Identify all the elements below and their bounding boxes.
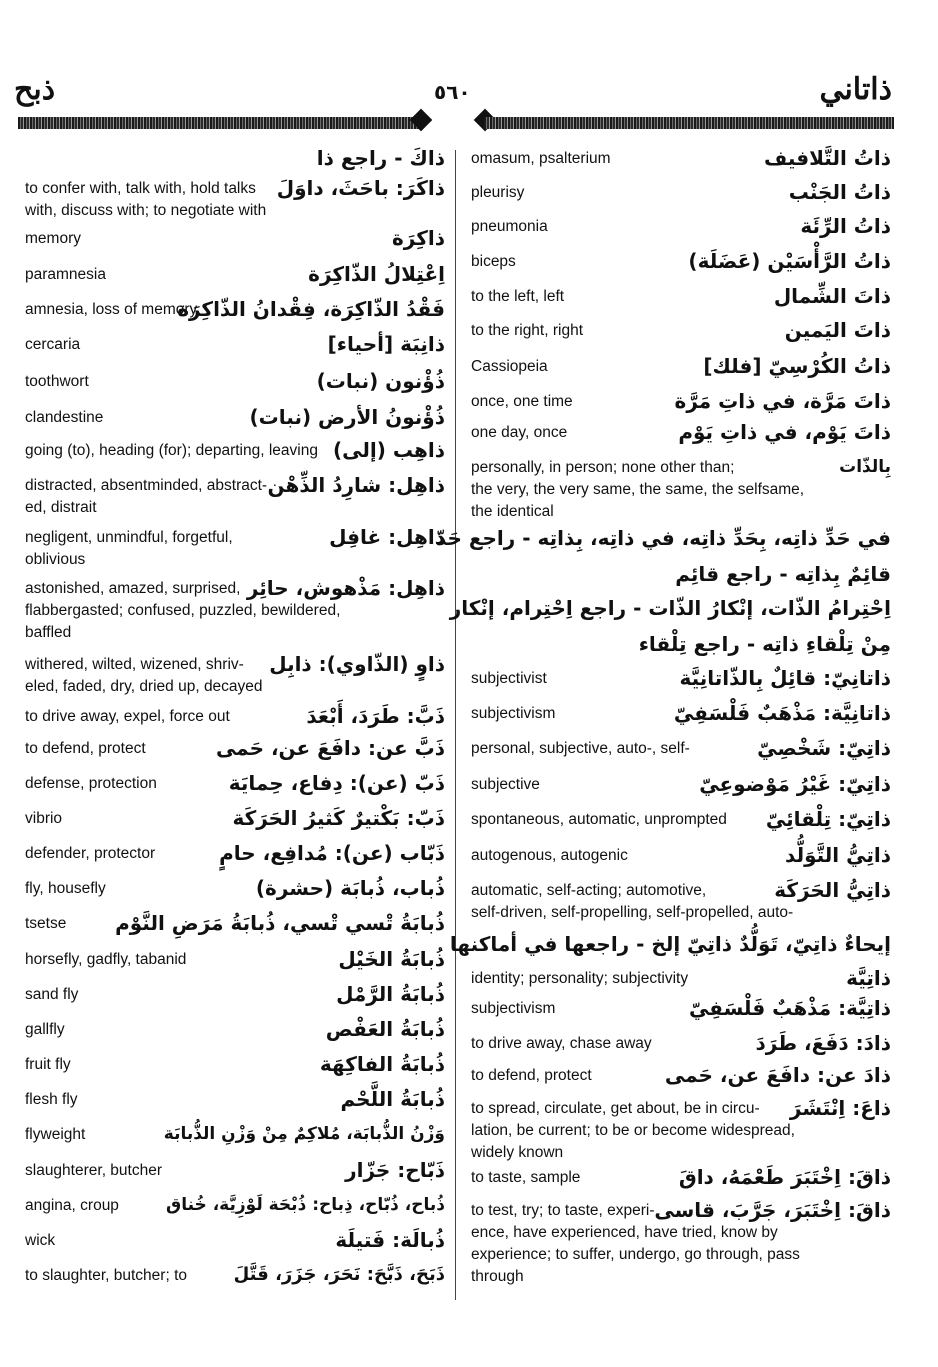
english-gloss: subjectivism <box>471 705 556 722</box>
arabic-headword: ذُبابَةُ الرَّمْل <box>336 982 445 1006</box>
arabic-headword: ذاتِيّ: شَخْصِيّ <box>757 736 891 760</box>
arabic-headword: ذاتِيَّة: مَذْهَبٌ فَلْسَفِيّ <box>688 996 891 1020</box>
arabic-headword: ذَبَّ عن: دافَعَ عن، حَمى <box>215 736 445 760</box>
arabic-headword: ذُؤْنونُ الأرض (نبات) <box>249 405 445 429</box>
arabic-headword: ذُبابَةُ الفاكِهَة <box>319 1052 445 1076</box>
arabic-headword: ذانِبَة [أحياء] <box>327 332 445 356</box>
english-gloss: clandestine <box>25 409 104 426</box>
english-gloss: to drive away, expel, force out <box>25 708 230 725</box>
english-gloss: paramnesia <box>25 266 106 283</box>
arabic-headword: ذَبّ (عن): دِفاع، حِمايَة <box>228 771 445 795</box>
english-gloss: fruit fly <box>25 1056 71 1073</box>
english-gloss-cont: the very, the very same, the same, the selfsame, <box>471 481 805 498</box>
english-gloss: flyweight <box>25 1126 86 1143</box>
arabic-headword: ذُؤْنون (نبات) <box>316 369 445 393</box>
english-gloss: astonished, amazed, surprised, <box>25 580 241 597</box>
english-gloss: to defend, protect <box>25 740 146 757</box>
arabic-headword: وَزْنُ الذُّبابَة، مُلاكِمٌ مِنْ وَزْنِ الذُّبابَة <box>163 1124 445 1144</box>
arabic-headword: ذُبابَةُ تْسي تْسي، ذُبابَةُ مَرَضِ النَّوْم <box>115 911 445 935</box>
english-gloss: memory <box>25 230 81 247</box>
english-gloss: one day, once <box>471 424 568 441</box>
arabic-headword: ذادَ: دَفَعَ، طَرَدَ <box>755 1031 891 1055</box>
english-gloss-cont: the identical <box>471 503 554 520</box>
english-gloss-cont: with, discuss with; to negotiate with <box>25 202 267 219</box>
arabic-headword: ذاهِل: شارِدُ الذِّهْن <box>267 473 445 497</box>
english-gloss-cont: flabbergasted; confused, puzzled, bewildered, <box>25 602 341 619</box>
arabic-headword: ذاتُ الجَنْب <box>788 180 891 204</box>
arabic-headword: ذاكَرَ: باحَثَ، داوَلَ <box>276 176 445 200</box>
english-gloss: automatic, self-acting; automotive, <box>471 882 707 899</box>
arabic-crossref: مِنْ تِلْقاءِ ذاتِه - راجع تِلْقاء <box>638 632 891 656</box>
english-gloss: angina, croup <box>25 1197 119 1214</box>
english-gloss: to the left, left <box>471 288 565 305</box>
arabic-headword: ذاتُ الكُرْسِيّ [فلك] <box>703 354 891 378</box>
english-gloss-cont: through <box>471 1268 524 1285</box>
arabic-headword: ذاكِرَة <box>392 226 445 250</box>
english-gloss: once, one time <box>471 393 573 410</box>
english-gloss-cont: baffled <box>25 624 72 641</box>
arabic-headword: ذاهِل: مَذْهوش، حائِر <box>246 576 445 600</box>
arabic-headword: ذَبَحَ، ذَبَّحَ: نَحَرَ، جَزَرَ، قَتَّلَ <box>233 1264 445 1285</box>
arabic-headword: بِالذّات <box>839 457 891 477</box>
column-divider <box>455 150 456 1300</box>
english-gloss: defense, protection <box>25 775 157 792</box>
arabic-headword: ذاتُ الرَّأْسَيْن (عَضَلَة) <box>688 249 891 273</box>
arabic-headword: ذَبَّ: طَرَدَ، أَبْعَدَ <box>306 704 445 728</box>
arabic-headword: ذاقَ: اِخْتَبَرَ، جَرَّبَ، قاسى <box>654 1198 891 1222</box>
english-gloss: toothwort <box>25 373 89 390</box>
english-gloss: defender, protector <box>25 845 156 862</box>
english-gloss-cont: oblivious <box>25 551 86 568</box>
arabic-headword: ذُباب، ذُبابَة (حشرة) <box>255 876 445 900</box>
english-gloss: to test, try; to taste, experi- <box>471 1202 655 1219</box>
arabic-headword: ذَبّ: بَكْتيرٌ كَثيرُ الحَرَكَة <box>232 806 445 830</box>
arabic-headword: ذاتِيُّ الحَرَكَة <box>774 878 891 902</box>
arabic-headword: ذُبالَة: فَتيلَة <box>335 1228 445 1252</box>
arabic-headword: ذاهِل: غافِل <box>329 525 445 549</box>
arabic-headword: ذاتانِيّ: قائِلٌ بِالذّاتانِيَّة <box>679 666 891 690</box>
english-gloss: wick <box>25 1232 56 1249</box>
arabic-crossref: في حَدِّ ذاتِه، بِحَدِّ ذاتِه، في ذاتِه، بِذاتِه - راجع حَدّ <box>435 526 891 550</box>
english-gloss: pneumonia <box>471 218 548 235</box>
guide-word-left: ذبح <box>14 72 56 107</box>
english-gloss: horsefly, gadfly, tabanid <box>25 951 187 968</box>
arabic-headword: ذاعَ: اِنْتَشَرَ <box>789 1096 891 1120</box>
arabic-headword: ذاتَ اليَمين <box>784 318 891 342</box>
english-gloss: identity; personality; subjectivity <box>471 970 689 987</box>
arabic-headword: ذادَ عن: دافَعَ عن، حَمى <box>664 1063 891 1087</box>
arabic-headword: ذاتُ الرِّئَة <box>800 214 891 238</box>
arabic-headword: ذاتُ التَّلافيف <box>764 146 891 170</box>
header-rule-left <box>18 117 420 129</box>
english-gloss-cont: eled, faded, dry, dried up, decayed <box>25 678 263 695</box>
english-gloss: omasum, psalterium <box>471 150 611 167</box>
arabic-headword: ذاتِيّ: غَيْرُ مَوْضوعِيّ <box>699 772 891 796</box>
english-gloss: tsetse <box>25 915 67 932</box>
english-gloss-cont: lation, be current; to be or become widespread, <box>471 1122 795 1139</box>
english-gloss-cont: experience; to suffer, undergo, go through, pass <box>471 1246 800 1263</box>
page-number: ٥٦٠ <box>434 80 471 104</box>
english-gloss: personal, subjective, auto-, self- <box>471 740 690 757</box>
arabic-crossref: اِحْتِرامُ الذّات، إنْكارُ الذّات - راجع اِحْتِرام، إنْكار <box>449 596 891 620</box>
english-gloss: to defend, protect <box>471 1067 592 1084</box>
arabic-headword: ذاتانِيَّة: مَذْهَبٌ فَلْسَفِيّ <box>673 701 891 725</box>
arabic-headword: ذاتِيُّ التَّوَلُّد <box>785 843 891 867</box>
arabic-headword: ذُباح، ذُبّاح، ذِباح: ذُبْحَة لَوْزِيَّة، خُناق <box>166 1195 445 1215</box>
english-gloss: cercaria <box>25 336 81 353</box>
arabic-headword: ذاوٍ (الذّاوي): ذابِل <box>269 652 445 676</box>
arabic-headword: ذاهِب (إلى) <box>332 438 445 462</box>
english-gloss: vibrio <box>25 810 63 827</box>
english-gloss: amnesia, loss of memory <box>25 301 198 318</box>
english-gloss: subjective <box>471 776 540 793</box>
english-gloss: distracted, absentminded, abstract- <box>25 477 268 494</box>
header-rule-right <box>484 117 894 129</box>
english-gloss: to slaughter, butcher; to <box>25 1267 187 1284</box>
english-gloss-cont: widely known <box>471 1144 564 1161</box>
arabic-headword: ذاتِيّ: تِلْقائِيّ <box>765 807 891 831</box>
arabic-headword: ذاكَ - راجع ذا <box>316 146 445 170</box>
english-gloss: going (to), heading (for); departing, leaving <box>25 442 318 459</box>
arabic-headword: ذُبابَةُ العَفْص <box>325 1017 445 1041</box>
english-gloss: Cassiopeia <box>471 358 548 375</box>
english-gloss-cont: self-driven, self-propelling, self-propelled, auto- <box>471 904 794 921</box>
page-header <box>0 0 938 140</box>
english-gloss: to spread, circulate, get about, be in circu- <box>471 1100 760 1117</box>
arabic-crossref: قائِمٌ بِذاتِه - راجع قائِم <box>675 562 891 586</box>
english-gloss: flesh fly <box>25 1091 78 1108</box>
english-gloss-cont: ence, have experienced, have tried, know by <box>471 1224 778 1241</box>
arabic-headword: ذاتَ الشِّمال <box>773 284 891 308</box>
english-gloss: subjectivism <box>471 1000 556 1017</box>
arabic-headword: اِعْتِلالُ الذّاكِرَة <box>308 262 445 286</box>
english-gloss: subjectivist <box>471 670 547 687</box>
guide-word-right: ذاتاني <box>819 72 892 107</box>
arabic-headword: ذاقَ: اِخْتَبَرَ طَعْمَهُ، داقَ <box>678 1165 891 1189</box>
english-gloss: autogenous, autogenic <box>471 847 628 864</box>
arabic-headword: ذَبّاب (عن): مُدافِع، حامٍ <box>219 841 445 865</box>
english-gloss: pleurisy <box>471 184 525 201</box>
english-gloss: withered, wilted, wizened, shriv- <box>25 656 244 673</box>
english-gloss: biceps <box>471 253 516 270</box>
english-gloss: personally, in person; none other than; <box>471 459 735 476</box>
english-gloss: negligent, unmindful, forgetful, <box>25 529 233 546</box>
arabic-headword: ذاتِيَّة <box>846 966 891 990</box>
english-gloss: to the right, right <box>471 322 584 339</box>
arabic-headword: ذُبابَةُ الخَيْل <box>338 947 445 971</box>
english-gloss: spontaneous, automatic, unprompted <box>471 811 727 828</box>
english-gloss: to confer with, talk with, hold talks <box>25 180 256 197</box>
english-gloss: gallfly <box>25 1021 65 1038</box>
arabic-crossref: إيحاءٌ ذاتِيّ، تَوَلُّدٌ ذاتِيّ إلخ - راجعها في أماكنها <box>449 932 891 956</box>
english-gloss: sand fly <box>25 986 79 1003</box>
arabic-headword: فَقْدُ الذّاكِرَة، فِقْدانُ الذّاكِرَة <box>177 297 445 321</box>
english-gloss: fly, housefly <box>25 880 106 897</box>
english-gloss: to taste, sample <box>471 1169 581 1186</box>
english-gloss: slaughterer, butcher <box>25 1162 163 1179</box>
arabic-headword: ذاتَ يَوْم، في ذاتِ يَوْم <box>678 420 891 444</box>
english-gloss: to drive away, chase away <box>471 1035 652 1052</box>
arabic-headword: ذاتَ مَرَّة، في ذاتِ مَرَّة <box>674 389 891 413</box>
english-gloss-cont: ed, distrait <box>25 499 97 516</box>
arabic-headword: ذُبابَةُ اللَّحْم <box>340 1087 445 1111</box>
arabic-headword: ذَبّاح: جَزّار <box>345 1158 445 1182</box>
